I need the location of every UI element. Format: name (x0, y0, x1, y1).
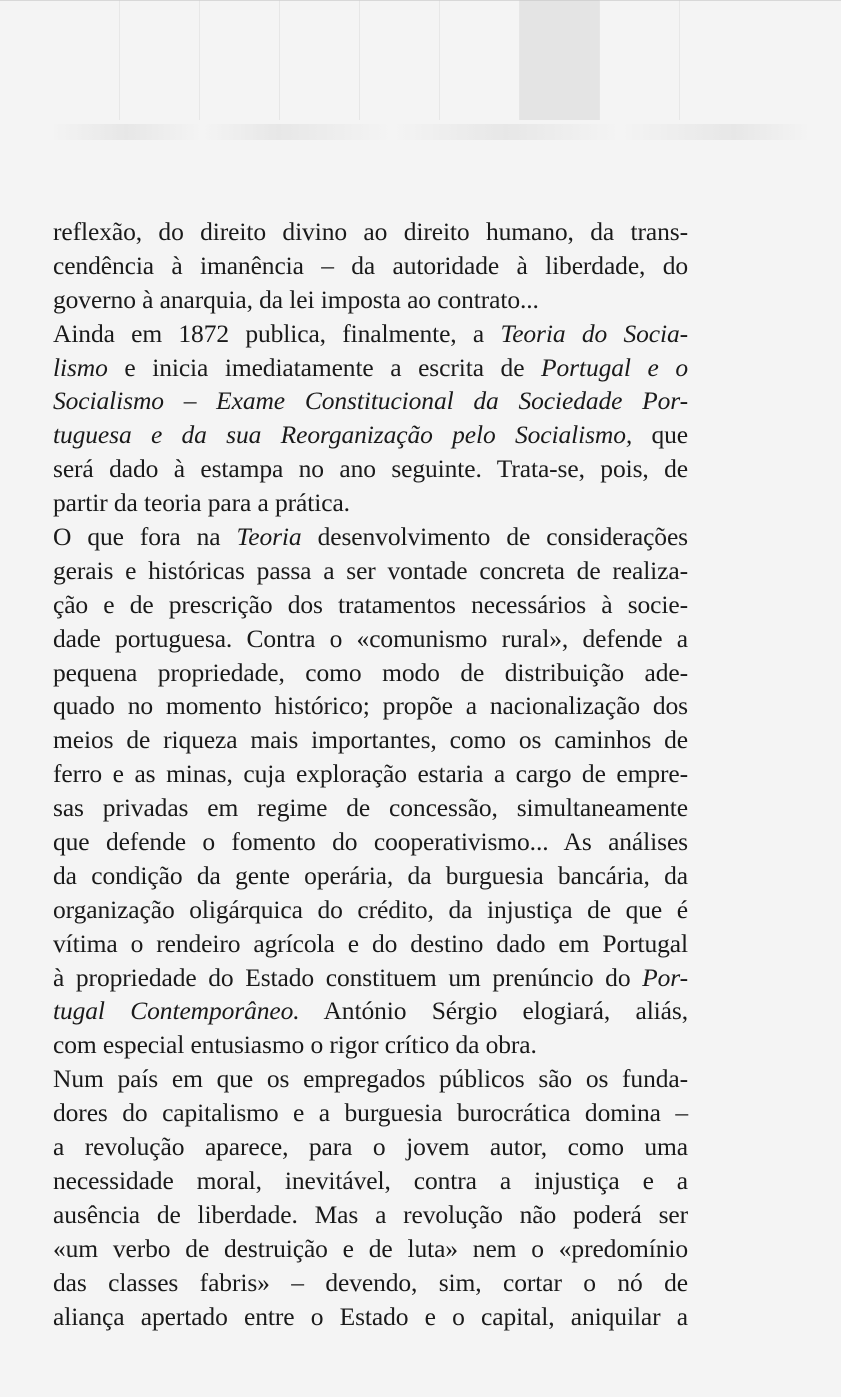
text-line (53, 520, 688, 554)
italic-text: Teoria (236, 522, 302, 552)
text-line (53, 994, 688, 1028)
show-through-column (280, 0, 360, 120)
show-through-column (200, 0, 280, 120)
text-line (53, 622, 688, 656)
text-run: será dado à estampa no ano seguinte. Trata-se, pois, de (53, 454, 688, 484)
text-run: ausência de liberdade. Mas a revolução não poderá ser (53, 1199, 688, 1229)
text-line (53, 893, 688, 927)
text-run: da condição da gente operária, da burguesia bancária, da (53, 860, 688, 890)
text-line (53, 249, 688, 283)
text-run: à propriedade do Estado constituem um prenúncio do (53, 962, 643, 992)
text-run: pequena propriedade, como modo de distribuição ade- (53, 657, 688, 687)
text-line (53, 1198, 688, 1232)
text-line (53, 554, 688, 588)
text-run: dores do capitalismo e a burguesia burocrática domina – (53, 1098, 688, 1128)
text-line (53, 689, 688, 723)
text-run: ferro e as minas, cuja exploração estaria a cargo de empre- (53, 759, 688, 789)
italic-text: tuguesa e da sua Reorganização pelo Socialismo, (53, 420, 633, 450)
text-run: Num país em que os empregados públicos são os funda- (53, 1064, 688, 1094)
text-line (53, 384, 688, 418)
text-line (53, 351, 688, 385)
text-line (53, 486, 688, 520)
text-run: das classes fabris» – devendo, sim, cortar o nó de (53, 1267, 688, 1297)
text-line (53, 1300, 688, 1334)
text-run: a revolução aparece, para o jovem autor, como uma (53, 1132, 688, 1162)
text-run: necessidade moral, inevitável, contra a injustiça e a (53, 1165, 688, 1195)
show-through-column (40, 0, 120, 120)
text-run: com especial entusiasmo o rigor crítico da obra. (53, 1030, 537, 1060)
text-run: e inicia imediatamente a escrita de (107, 352, 542, 382)
italic-text: lismo (53, 352, 108, 382)
text-run: governo à anarquia, da lei imposta ao contrato... (53, 284, 539, 314)
body-text (53, 215, 688, 1333)
show-through-column (360, 0, 440, 120)
text-line (53, 1028, 688, 1062)
text-run: dade portuguesa. Contra o «comunismo rural», defende a (53, 623, 688, 653)
text-line (53, 215, 688, 249)
show-through-column (440, 0, 520, 120)
show-through-column (600, 0, 680, 120)
text-run: cendência à imanência – da autoridade à liberdade, do (53, 250, 688, 280)
text-run: organização oligárquica do crédito, da injustiça de que é (53, 894, 688, 924)
show-through-column (120, 0, 200, 120)
text-run: que defende o fomento do cooperativismo... As análises (53, 827, 688, 857)
text-run: aliança apertado entre o Estado e o capital, aniquilar a (53, 1301, 688, 1331)
text-line (53, 1130, 688, 1164)
italic-text: Socialismo – Exame Constitucional da Sociedade Por- (53, 386, 688, 416)
text-run: «um verbo de destruição e de luta» nem o «predomínio (53, 1233, 688, 1263)
text-line (53, 317, 688, 351)
text-line (53, 418, 688, 452)
text-line (53, 723, 688, 757)
text-line (53, 927, 688, 961)
text-line (53, 656, 688, 690)
text-line (53, 757, 688, 791)
text-line (53, 825, 688, 859)
text-run: O que fora na (53, 522, 237, 552)
text-run: que (632, 420, 688, 450)
text-run: Ainda em 1872 publica, finalmente, a (53, 318, 501, 348)
text-run: partir da teoria para a prática. (53, 488, 350, 518)
text-line (53, 1164, 688, 1198)
text-line (53, 791, 688, 825)
text-line (53, 961, 688, 995)
text-line (53, 859, 688, 893)
text-line (53, 588, 688, 622)
text-run: ção e de prescrição dos tratamentos necessários à socie- (53, 589, 688, 619)
show-through-table (40, 0, 680, 120)
text-line (53, 283, 688, 317)
text-line (53, 452, 688, 486)
show-through-column-highlight (520, 0, 600, 120)
show-through-running-header (50, 124, 810, 140)
italic-text: tugal Contemporâneo. (53, 996, 300, 1026)
italic-text: Portugal e o (541, 352, 688, 382)
text-run: vítima o rendeiro agrícola e do destino dado em Portugal (53, 928, 688, 958)
text-run: gerais e históricas passa a ser vontade concreta de realiza- (53, 555, 688, 585)
text-run: quado no momento histórico; propõe a nacionalização dos (53, 691, 688, 721)
text-run: meios de riqueza mais importantes, como os caminhos de (53, 725, 688, 755)
text-line (53, 1232, 688, 1266)
text-run: reflexão, do direito divino ao direito humano, da trans- (53, 217, 688, 246)
text-run: desenvolvimento de considerações (301, 522, 688, 552)
text-line (53, 1266, 688, 1300)
text-run: sas privadas em regime de concessão, simultaneamente (53, 793, 688, 823)
text-line (53, 1062, 688, 1096)
text-run: António Sérgio elogiará, aliás, (299, 996, 688, 1026)
italic-text: Por- (642, 962, 688, 992)
italic-text: Teoria do Socia- (500, 318, 689, 348)
text-line (53, 1096, 688, 1130)
